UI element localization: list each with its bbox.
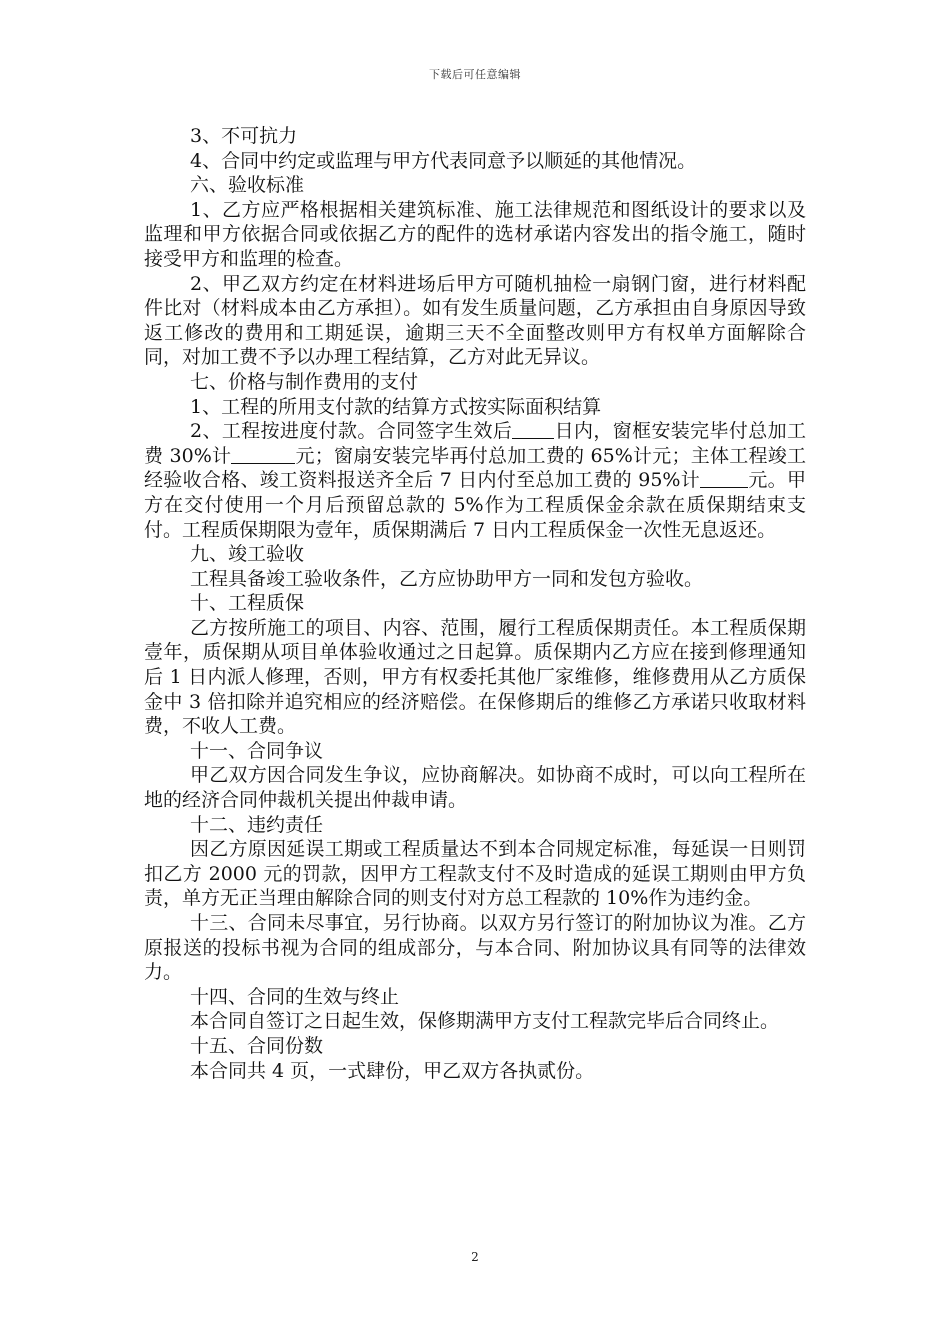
section-heading-payment: 七、价格与制作费用的支付 (190, 370, 419, 393)
page-number: 2 (471, 1250, 479, 1264)
header-note: 下载后可任意编辑 (429, 68, 521, 81)
clause-force-majeure: 3、不可抗力 (190, 125, 298, 147)
clause-progress-payment (144, 419, 806, 542)
section-heading-breach: 十二、违约责任 (190, 813, 324, 836)
section-heading-copies: 十五、合同份数 (190, 1034, 324, 1057)
section-heading-dispute: 十一、合同争议 (190, 739, 324, 762)
blank-amount-field-2 (700, 470, 748, 488)
section-heading-warranty: 十、工程质保 (190, 592, 305, 615)
clause-completion-acceptance: 工程具备竣工验收条件，乙方应协助甲方一同和发包方验收。 (190, 567, 704, 590)
clause-settlement-method: 1、工程的所用支付款的结算方式按实际面积结算 (190, 395, 602, 418)
document-body (144, 124, 806, 1083)
payment-text-part-c: 元；窗扇安装完毕再付总加工费的 65%计元；主体工程竣工经验收合格、竣工资料报送齐全后 7 日内付至总加工费的 95%计 (144, 444, 806, 492)
payment-text-part-d: 元。甲方在交付使用一个月后预留总款的 5%作为工程质保金余款在质保期结束支付。工程质保期限为壹年，质保期满后 7 日内工程质保金一次性无息返还。 (144, 469, 806, 541)
clause-dispute: 甲乙双方因合同发生争议，应协商解决。如协商不成时，可以向工程所在地的经济合同仲裁机关提出仲裁申请。 (144, 764, 806, 812)
section-heading-effectiveness: 十四、合同的生效与终止 (190, 985, 400, 1008)
clause-construction-standard: 1、乙方应严格根据相关建筑标准、施工法律规范和图纸设计的要求以及监理和甲方依据合同或依据乙方的配件的选材承诺内容发出的指令施工，随时接受甲方和监理的检查。 (144, 198, 806, 270)
blank-days-field (512, 421, 554, 439)
section-heading-completion-acceptance: 九、竣工验收 (190, 543, 305, 566)
clause-material-inspection: 2、甲乙双方约定在材料进场后甲方可随机抽检一扇钢门窗，进行材料配件比对（材料成本由乙方承担）。如有发生质量问题，乙方承担由自身原因导致返工修改的费用和工期延误，逾期三天不全面整改则甲方有权单方面解除合同，对加工费不予以办理工程结算，乙方对此无异议。 (144, 272, 806, 369)
clause-effectiveness: 本合同自签订之日起生效，保修期满甲方支付工程款完毕后合同终止。 (190, 1010, 780, 1033)
clause-other-extension: 4、合同中约定或监理与甲方代表同意予以顺延的其他情况。 (190, 149, 697, 172)
section-heading-acceptance-standard: 六、验收标准 (190, 174, 305, 197)
clause-copies: 本合同共 4 页，一式肆份，甲乙双方各执贰份。 (190, 1059, 595, 1082)
clause-warranty: 乙方按所施工的项目、内容、范围，履行工程质保期责任。本工程质保期壹年，质保期从项目单体验收通过之日起算。质保期内乙方应在接到修理通知后 1 日内派人修理，否则，甲方有权委托其他厂家维修，维修费用从乙方质保金中 3 倍扣除并追究相应的经济赔偿。在保修期后的维修乙方承诺只收取材料费，不收人工费。 (144, 616, 806, 738)
blank-amount-field-1 (231, 446, 295, 464)
clause-supplementary-matters: 十三、合同未尽事宜，另行协商。以双方另行签订的附加协议为准。乙方原报送的投标书视为合同的组成部分，与本合同、附加协议具有同等的法律效力。 (144, 912, 806, 984)
payment-text-part-a: 2、工程按进度付款。合同签字生效后 (190, 420, 513, 443)
clause-breach: 因乙方原因延误工期或工程质量达不到本合同规定标准，每延误一日则罚扣乙方 2000 元的罚款，因甲方工程款支付不及时造成的延误工期则由甲方负责，单方无正当理由解除合同的则支付对方总工程款的 10%作为违约金。 (144, 838, 806, 910)
payment-text-part-b: 日内，窗框安装完毕付总加工费 30%计 (144, 420, 806, 467)
